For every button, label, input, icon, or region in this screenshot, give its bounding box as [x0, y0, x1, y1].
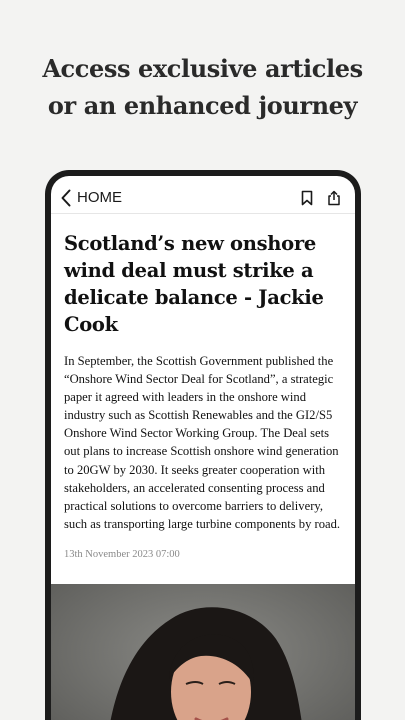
bookmark-icon	[301, 190, 313, 206]
promo-line-2: or an enhanced journey	[47, 91, 358, 120]
phone-screen	[51, 176, 355, 720]
promo-line-1: Access exclusive articles	[42, 54, 363, 83]
top-bar	[51, 176, 355, 214]
article	[51, 214, 355, 560]
article-body: In September, the Scottish Government published the “Onshore Wind Sector Deal for Scotland”, a strategic paper it agreed with leaders in the onshore wind industry such as Scottish Renewables and the GI2/S5 Onshore Wind Sector Working Group. The Deal sets out plans to increase Scottish onshore wind generation to 20GW by 2030. It seeks greater cooperation with stakeholders, an accelerated consenting process and practical solutions to overcome barriers to delivery, such as transporting large turbine components by road.	[64, 354, 341, 531]
portrait-image	[51, 584, 355, 720]
back-button[interactable]	[61, 189, 122, 207]
share-button[interactable]	[327, 190, 341, 206]
chevron-left-icon	[61, 189, 71, 207]
phone-frame	[45, 170, 361, 720]
article-actions	[301, 190, 341, 206]
article-date: 13th November 2023 07:00	[64, 548, 180, 560]
bookmark-button[interactable]	[301, 190, 313, 206]
back-label: HOME	[77, 189, 122, 206]
article-title: Scotland’s new onshore wind deal must strike a delicate balance - Jackie Cook	[64, 232, 324, 336]
author-photo	[51, 584, 355, 720]
promo-headline	[0, 50, 405, 124]
share-icon	[327, 190, 341, 206]
